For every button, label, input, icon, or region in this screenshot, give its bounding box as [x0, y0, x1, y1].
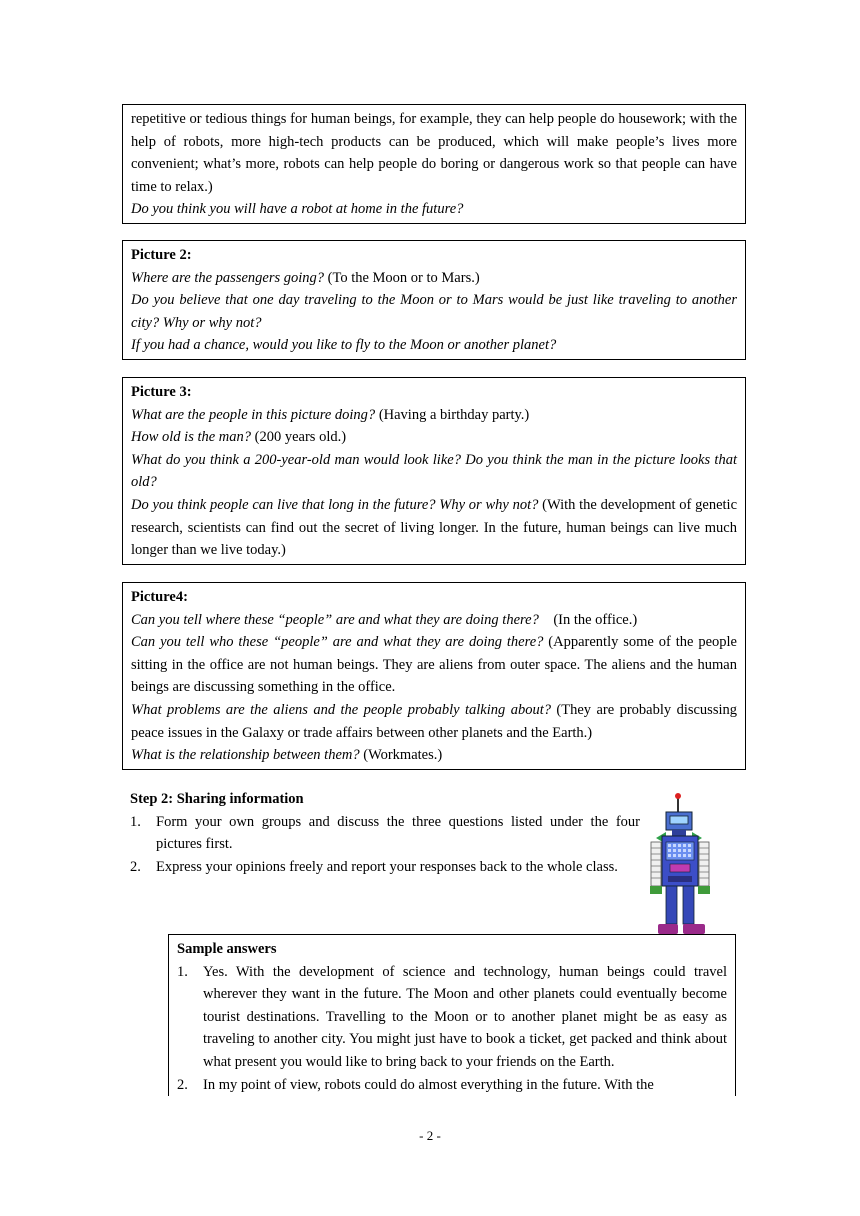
picture-3-answer-4: (With the development of genetic research, scientists can find out the secret of living longer. In the future, human beings can live much longer than we live today.): [131, 496, 737, 559]
picture-3-box: [122, 377, 746, 565]
picture-4-question-1: Can you tell where these “people” are and what they are doing there?: [131, 611, 539, 628]
list-item: [130, 811, 640, 856]
picture-3-answer-1: (Having a birthday party.): [375, 406, 530, 423]
list-item: [130, 856, 640, 879]
picture-4-answer-3: (They are probably discussing peace issues in the Galaxy or trade affairs between other planets and the Earth.): [131, 701, 737, 741]
picture-2-heading: Picture 2:: [131, 247, 192, 263]
list-item: [177, 1074, 727, 1096]
step-2-section: [130, 788, 640, 878]
list-item-text: Express your opinions freely and report your responses back to the whole class.: [156, 858, 618, 875]
picture-4-question-4: What is the relationship between them?: [131, 747, 360, 764]
picture-3-question-1: What are the people in this picture doing?: [131, 406, 376, 423]
sample-answers-box: [168, 934, 736, 1096]
sample-answers-title: Sample answers: [177, 941, 277, 957]
picture-4-answer-4: (Workmates.): [359, 747, 443, 764]
picture-4-box: [122, 582, 746, 770]
step-2-list: [130, 811, 640, 879]
picture-2-answer-1: (To the Moon or to Mars.): [324, 269, 480, 286]
picture-2-question-2: Do you believe that one day traveling to the Moon or to Mars would be just like traveling to another city? Why or why not?: [131, 292, 737, 331]
list-item-number: 1.: [130, 813, 141, 830]
picture-1-answer-text: repetitive or tedious things for human beings, for example, they can help people do housework; with the help of robots, more high-tech products can be produced, which will make people’s lives more convenient; what’s more, robots can help people do boring or dangerous work so that people can have time to relax.): [131, 111, 737, 195]
list-item-number: 1.: [177, 963, 188, 980]
picture-1-question: Do you think you will have a robot at home in the future?: [131, 201, 464, 218]
picture-4-answer-1: (In the office.): [538, 611, 638, 628]
picture-3-question-3: What do you think a 200-year-old man would look like? Do you think the man in the picture looks that old?: [131, 451, 737, 491]
step-2-title: Step 2: Sharing information: [130, 791, 304, 807]
picture-3-answer-2: (200 years old.): [251, 429, 347, 446]
page-number: - 2 -: [419, 1128, 441, 1143]
picture-3-question-2: How old is the man?: [131, 429, 252, 446]
picture-3-question-4: Do you think people can live that long in the future? Why or why not?: [131, 496, 539, 513]
list-item-text: Form your own groups and discuss the three questions listed under the four pictures first.: [156, 813, 640, 853]
list-item-number: 2.: [177, 1076, 188, 1093]
picture-1-continued-box: [122, 104, 746, 224]
picture-2-question-3: If you had a chance, would you like to fly to the Moon or another planet?: [131, 337, 557, 354]
sample-answers-list: [177, 961, 727, 1096]
robot-illustration: [646, 792, 726, 940]
picture-4-answer-2: (Apparently some of the people sitting in the office are not human beings. They are aliens from outer space. The aliens and the human beings are discussing something in the office.: [131, 634, 737, 696]
list-item-text: Yes. With the development of science and technology, human beings could travel wherever they want in the future. The Moon and other planets could eventually become tourist destinations. Travelling to the Moon or to another planet might be as easy as traveling to another city. You might just have to book a ticket, get packed and think about what present you would like to bring back to your friends on the Earth.: [203, 963, 727, 1070]
picture-2-question-1: Where are the passengers going?: [131, 269, 325, 286]
picture-4-question-3: What problems are the aliens and the people probably talking about?: [131, 701, 551, 718]
list-item: [177, 961, 727, 1074]
picture-4-heading: Picture4:: [131, 589, 188, 605]
list-item-number: 2.: [130, 858, 141, 875]
picture-3-heading: Picture 3:: [131, 384, 192, 400]
list-item-text: In my point of view, robots could do almost everything in the future. With the: [203, 1076, 654, 1093]
picture-4-question-2: Can you tell who these “people” are and what they are doing there?: [131, 634, 544, 651]
picture-2-box: [122, 240, 746, 360]
